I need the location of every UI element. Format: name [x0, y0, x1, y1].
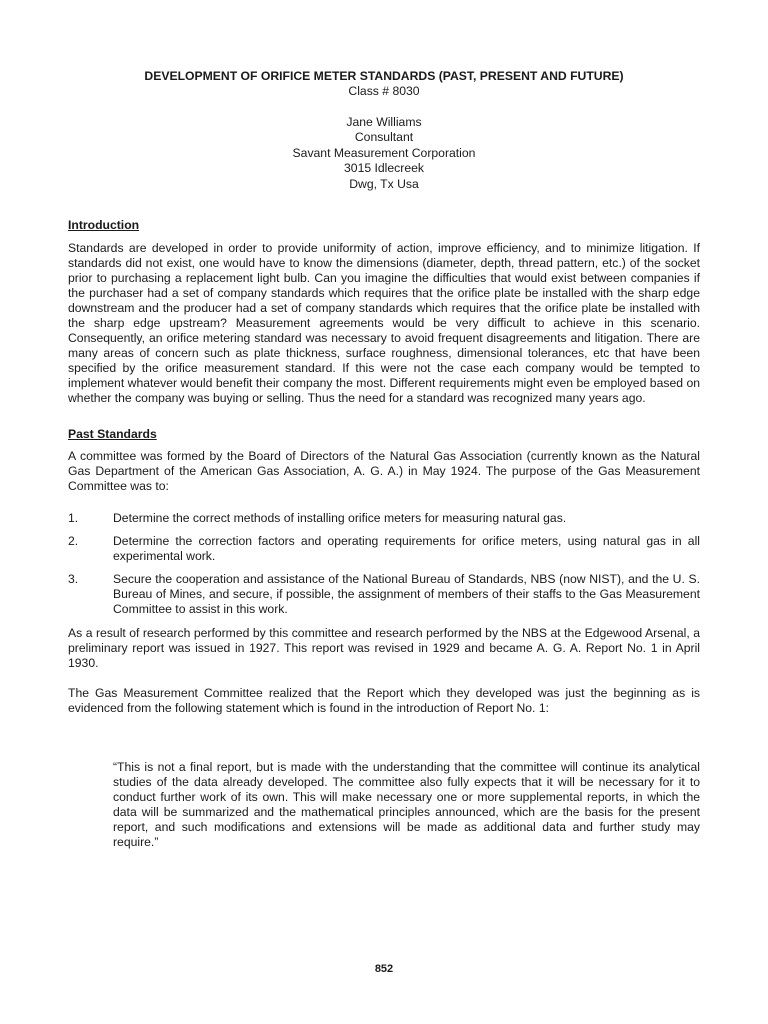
report-quote: “This is not a final report, but is made with the understanding that the committee will continue its analytical studies of the data already developed. The committee also fully expects that it will be necessary for it to conduct further work of its own. This will make necessary one or more supplemental reports, in which the data will be summarized and the mathematical principles announced, which are the basis for the present report, and such modifications and extensions will be made as additional data and further study may require.” [113, 760, 700, 849]
introduction-heading: Introduction [68, 218, 140, 232]
introduction-paragraph: Standards are developed in order to provide uniformity of action, improve efficiency, and to minimize litigation. If standards did not exist, one would have to know the dimensions (diameter, depth, thread pattern, etc.) of the socket prior to purchasing a replacement light bulb. Can you imagine the difficulties that would exist between companies if the purchaser had a set of company standards which requires that the orifice plate be installed with the sharp edge downstream and the producer had a set of company standards which requires that the orifice plate be installed with the sharp edge upstream? Measurement agreements would be very difficult to achieve in this scenario. Consequently, an orifice metering standard was necessary to avoid frequent disagreements and litigation. There are many areas of concern such as plate thickness, surface roughness, dimensional tolerances, etc that have been specified by the orifice measurement standard. If this were not the case each company would be tempted to implement whatever would benefit their company the most. Different requirements might even be employed based on whether the company was buying or selling. Thus the need for a standard was recognized many years ago. [68, 241, 700, 405]
list-text: Determine the correct methods of installing orifice meters for measuring natural gas. [113, 511, 567, 525]
author-role: Consultant [354, 130, 414, 145]
realized-paragraph: The Gas Measurement Committee realized that the Report which they developed was just the beginning as is evidenced from the following statement which is found in the introduction of Report No. 1: [68, 686, 700, 715]
document-title: DEVELOPMENT OF ORIFICE METER STANDARDS (PAST, PRESENT AND FUTURE) [144, 69, 624, 83]
author-name: Jane Williams [346, 115, 422, 129]
list-text: Secure the cooperation and assistance of the National Bureau of Standards, NBS (now NIST), and the U. S. Bureau of Mines, and secure, if possible, the assignment of members of their staffs to the Gas Measurement Committee to assist in this work. [113, 572, 700, 616]
list-text: Determine the correction factors and operating requirements for orifice meters, using natural gas in all experimental work. [113, 534, 700, 563]
author-city: Dwg, Tx Usa [349, 176, 419, 191]
class-info [0, 84, 768, 99]
past-standards-heading: Past Standards [68, 427, 157, 441]
author-company: Savant Measurement Corporation [292, 145, 476, 160]
list-number: 3. [68, 572, 79, 586]
page-number: 852 [374, 963, 394, 975]
class-number: Class # 8030 [348, 84, 420, 98]
author-block [0, 115, 768, 192]
result-paragraph: As a result of research performed by this committee and research performed by the NBS at the Edgewood Arsenal, a preliminary report was issued in 1927. This report was revised in 1929 and became A. G. A. Report No. 1 in April 1930. [68, 626, 700, 670]
past-standards-intro: A committee was formed by the Board of Directors of the Natural Gas Association (currently known as the Natural Gas Department of the American Gas Association, A. G. A.) in May 1924. The purpose of the Gas Measurement Committee was to: [68, 449, 700, 493]
list-number: 1. [68, 511, 79, 525]
list-number: 2. [68, 534, 79, 548]
author-street: 3015 Idlecreek [344, 161, 424, 176]
